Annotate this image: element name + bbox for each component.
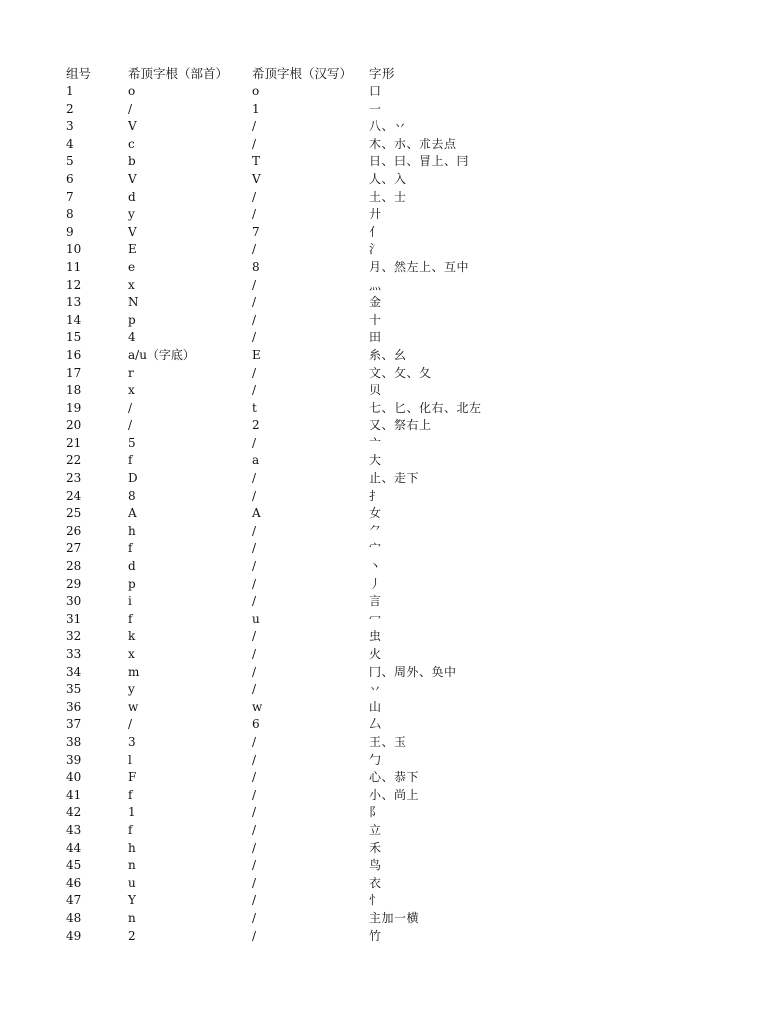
han-component-cell: / [252,523,257,538]
header-glyph-shape: 字形 [369,66,396,81]
han-component-cell: / [252,189,257,204]
table-row [66,840,706,858]
radical-component-cell: c [128,136,135,151]
group-number-cell: 28 [66,559,82,574]
han-component-cell: / [252,840,257,855]
group-number-cell: 34 [66,664,82,679]
table-row [66,153,706,171]
han-component-cell: / [252,136,257,151]
radical-component-cell: y [128,682,135,697]
han-component-cell: / [252,910,257,925]
radical-component-cell: N [128,295,139,310]
han-component-cell: / [252,787,257,802]
radical-component-cell: x [128,383,135,398]
group-number-cell: 16 [66,347,82,362]
radical-component-cell: Y [128,893,136,908]
glyph-shape-cell: 阝 [369,805,382,820]
table-row [66,329,706,347]
table-row [66,417,706,435]
han-component-cell: t [252,400,257,415]
radical-component-cell: / [128,101,133,116]
header-radical-component: 希顶字根（部首） [128,66,229,81]
glyph-shape-cell: 亻 [369,224,382,239]
table-row [66,892,706,910]
radical-component-cell: k [128,629,136,644]
group-number-cell: 4 [66,136,74,151]
table-row [66,681,706,699]
group-number-cell: 7 [66,189,74,204]
glyph-shape-cell: 冖 [369,611,382,626]
han-component-cell: 2 [252,418,260,433]
han-component-cell: 8 [252,259,260,274]
table-row [66,312,706,330]
glyph-shape-cell: 丿 [369,576,382,591]
table-row [66,505,706,523]
header-group-number: 组号 [66,66,92,81]
radical-component-cell: 8 [128,488,136,503]
radical-component-cell: / [128,418,133,433]
han-component-cell: / [252,383,257,398]
glyph-shape-cell: 竹 [369,928,382,943]
radical-component-cell: x [128,647,135,661]
group-number-cell: 26 [66,523,82,538]
table-row [66,875,706,893]
table-row [66,400,706,418]
group-number-cell: 3 [66,119,74,134]
table-row [66,593,706,611]
han-component-cell: o [252,84,260,98]
han-component-cell: T [252,154,261,169]
glyph-shape-cell: 氵 [369,242,382,257]
group-number-cell: 8 [66,207,74,222]
glyph-shape-cell: 土、士 [369,189,407,204]
table-row [66,189,706,207]
glyph-shape-cell: 文、攵、夂 [369,365,432,380]
glyph-shape-cell: 十 [369,312,382,327]
header-han-component: 希顶字根（汉写） [252,66,353,81]
glyph-shape-cell: 女 [369,506,382,521]
glyph-shape-cell: 立 [369,822,382,837]
radical-component-cell: e [128,259,136,274]
radical-component-cell: f [128,453,133,468]
table-row [66,646,706,664]
han-component-cell: 6 [252,717,260,732]
table-row [66,664,706,682]
glyph-shape-cell: 月、然左上、互中 [369,259,470,274]
radical-component-cell: l [128,752,132,767]
glyph-shape-cell: 冂、周外、奂中 [369,664,457,679]
table-row [66,804,706,822]
radical-component-cell: h [128,523,136,538]
table-row [66,136,706,154]
radical-component-cell: 5 [128,435,136,450]
group-number-cell: 33 [66,647,82,661]
glyph-shape-cell: 八、丷 [369,119,407,134]
han-component-cell: 1 [252,101,260,116]
glyph-shape-cell: 勹 [369,752,382,767]
radical-component-cell: V [128,171,137,186]
glyph-shape-cell: 木、朩、朮去点 [369,136,457,151]
han-component-cell: / [252,295,257,310]
radical-component-cell: r [128,365,134,380]
table-row [66,787,706,805]
glyph-shape-cell: 禾 [369,840,382,855]
group-number-cell: 24 [66,488,82,503]
group-number-cell: 17 [66,365,82,380]
group-number-cell: 5 [66,154,74,169]
glyph-shape-cell: 小、尚上 [369,787,420,802]
radical-component-cell: V [128,224,137,239]
group-number-cell: 38 [66,734,82,749]
han-component-cell: / [252,664,257,679]
han-component-cell: / [252,435,257,450]
han-component-cell: / [252,805,257,820]
group-number-cell: 35 [66,682,82,697]
han-component-cell: / [252,119,257,134]
radical-component-cell: f [128,787,133,802]
glyph-shape-cell: 金 [369,295,382,310]
group-number-cell: 47 [66,893,82,908]
glyph-shape-cell: 田 [369,330,382,345]
radical-component-cell: 1 [128,805,136,820]
table-row [66,101,706,119]
group-number-cell: 44 [66,840,82,855]
radical-component-cell: a/u（字底） [128,347,195,362]
group-number-cell: 9 [66,224,74,239]
group-number-cell: 31 [66,611,82,626]
group-number-cell: 11 [66,259,82,274]
group-number-cell: 32 [66,629,82,644]
group-number-cell: 21 [66,435,82,450]
table-row [66,83,706,101]
table-row [66,435,706,453]
glyph-shape-cell: 丷 [369,682,382,697]
table-body [66,83,706,945]
table-row [66,365,706,383]
group-number-cell: 40 [66,770,82,785]
han-component-cell: / [252,770,257,785]
group-number-cell: 29 [66,576,82,591]
group-number-cell: 23 [66,471,82,486]
han-component-cell: / [252,207,257,222]
radical-component-cell: 4 [128,330,136,345]
radical-table [66,64,706,945]
table-row [66,910,706,928]
han-component-cell: a [252,453,260,468]
glyph-shape-cell: 丶 [369,559,382,574]
han-component-cell: / [252,893,257,908]
glyph-shape-cell: 糸、幺 [369,347,407,362]
table-row [66,928,706,946]
table-row [66,382,706,400]
han-component-cell: / [252,647,257,661]
han-component-cell: / [252,330,257,345]
radical-component-cell: 3 [128,734,136,749]
radical-component-cell: p [128,576,136,591]
radical-component-cell: / [128,717,133,732]
table-row [66,206,706,224]
table-row [66,523,706,541]
glyph-shape-cell: ⺈ [369,523,382,538]
radical-component-cell: F [128,770,137,785]
radical-component-cell: / [128,400,133,415]
han-component-cell: / [252,471,257,486]
glyph-shape-cell: 扌 [369,488,382,503]
han-component-cell: / [252,277,257,292]
radical-component-cell: f [128,822,133,837]
han-component-cell: / [252,312,257,327]
radical-component-cell: f [128,611,133,626]
han-component-cell: / [252,488,257,503]
han-component-cell: w [252,699,263,714]
radical-component-cell: D [128,471,138,486]
glyph-shape-cell: 鸟 [369,858,382,873]
group-number-cell: 15 [66,330,82,345]
glyph-shape-cell: 一 [369,101,382,116]
table-row [66,699,706,717]
han-component-cell: / [252,242,257,257]
table-row [66,347,706,365]
group-number-cell: 19 [66,400,82,415]
group-number-cell: 42 [66,805,82,820]
table-row [66,171,706,189]
glyph-shape-cell: 虫 [369,629,382,644]
han-component-cell: / [252,576,257,591]
han-component-cell: / [252,541,257,556]
glyph-shape-cell: 言 [369,594,382,609]
glyph-shape-cell: 又、祭右上 [369,418,432,433]
group-number-cell: 18 [66,383,82,398]
glyph-shape-cell: 山 [369,699,382,714]
radical-component-cell: y [128,207,135,222]
radical-component-cell: i [128,594,132,609]
table-header [66,64,706,83]
glyph-shape-cell: 王、玉 [369,734,407,749]
group-number-cell: 13 [66,295,82,310]
group-number-cell: 27 [66,541,82,556]
table-row [66,752,706,770]
group-number-cell: 22 [66,453,82,468]
glyph-shape-cell: 止、走下 [369,471,420,486]
table-row [66,118,706,136]
han-component-cell: V [252,171,261,186]
radical-component-cell: x [128,277,135,292]
table-row [66,488,706,506]
radical-component-cell: b [128,154,136,169]
glyph-shape-cell: 宀 [369,541,382,556]
table-row [66,540,706,558]
table-row [66,224,706,242]
table-row [66,628,706,646]
group-number-cell: 12 [66,277,82,292]
glyph-shape-cell: 日、曰、冒上、冃 [369,154,470,169]
radical-component-cell: V [128,119,137,134]
group-number-cell: 14 [66,312,82,327]
radical-component-cell: d [128,189,136,204]
table-row [66,277,706,295]
radical-component-cell: A [128,506,137,521]
radical-component-cell: w [128,699,139,714]
table-row [66,857,706,875]
han-component-cell: / [252,559,257,574]
glyph-shape-cell: 衣 [369,875,382,890]
group-number-cell: 10 [66,242,82,257]
han-component-cell: / [252,858,257,873]
radical-component-cell: p [128,312,136,327]
glyph-shape-cell: 贝 [369,383,382,398]
glyph-shape-cell: 主加一横 [369,910,420,925]
radical-component-cell: u [128,875,136,890]
radical-component-cell: d [128,559,136,574]
han-component-cell: / [252,822,257,837]
glyph-shape-cell: 厶 [369,717,382,732]
table-row [66,294,706,312]
group-number-cell: 45 [66,858,82,873]
han-component-cell: / [252,682,257,697]
radical-component-cell: n [128,910,136,925]
glyph-shape-cell: 火 [369,647,382,661]
table-row [66,259,706,277]
glyph-shape-cell: 心、恭下 [369,770,420,785]
table-row [66,452,706,470]
group-number-cell: 30 [66,594,82,609]
table-row [66,576,706,594]
glyph-shape-cell: 亠 [369,435,382,450]
glyph-shape-cell: 大 [369,453,382,468]
group-number-cell: 25 [66,506,82,521]
glyph-shape-cell: 忄 [369,893,382,908]
radical-component-cell: h [128,840,136,855]
glyph-shape-cell: 口 [369,84,382,98]
han-component-cell: / [252,928,257,943]
glyph-shape-cell: 人、入 [369,171,407,186]
table-row [66,241,706,259]
table-row [66,716,706,734]
table-row [66,611,706,629]
group-number-cell: 37 [66,717,82,732]
group-number-cell: 2 [66,101,74,116]
glyph-shape-cell: 廾 [369,207,382,222]
table-row [66,558,706,576]
table-row [66,734,706,752]
han-component-cell: / [252,365,257,380]
group-number-cell: 46 [66,875,82,890]
han-component-cell: / [252,629,257,644]
group-number-cell: 1 [66,84,74,98]
han-component-cell: A [252,506,261,521]
table-row [66,769,706,787]
group-number-cell: 43 [66,822,82,837]
radical-component-cell: n [128,858,136,873]
group-number-cell: 39 [66,752,82,767]
group-number-cell: 41 [66,787,82,802]
radical-component-cell: E [128,242,137,257]
group-number-cell: 49 [66,928,82,943]
radical-component-cell: o [128,84,136,98]
radical-component-cell: f [128,541,133,556]
han-component-cell: / [252,752,257,767]
group-number-cell: 36 [66,699,82,714]
han-component-cell: / [252,734,257,749]
group-number-cell: 20 [66,418,82,433]
glyph-shape-cell: 七、匕、化右、北左 [369,400,482,415]
han-component-cell: 7 [252,224,260,239]
group-number-cell: 48 [66,910,82,925]
han-component-cell: / [252,875,257,890]
table-row [66,470,706,488]
radical-component-cell: m [128,664,140,679]
han-component-cell: / [252,594,257,609]
table-row [66,822,706,840]
han-component-cell: u [252,611,260,626]
group-number-cell: 6 [66,171,74,186]
glyph-shape-cell: 灬 [369,277,382,292]
han-component-cell: E [252,347,261,362]
radical-component-cell: 2 [128,928,136,943]
